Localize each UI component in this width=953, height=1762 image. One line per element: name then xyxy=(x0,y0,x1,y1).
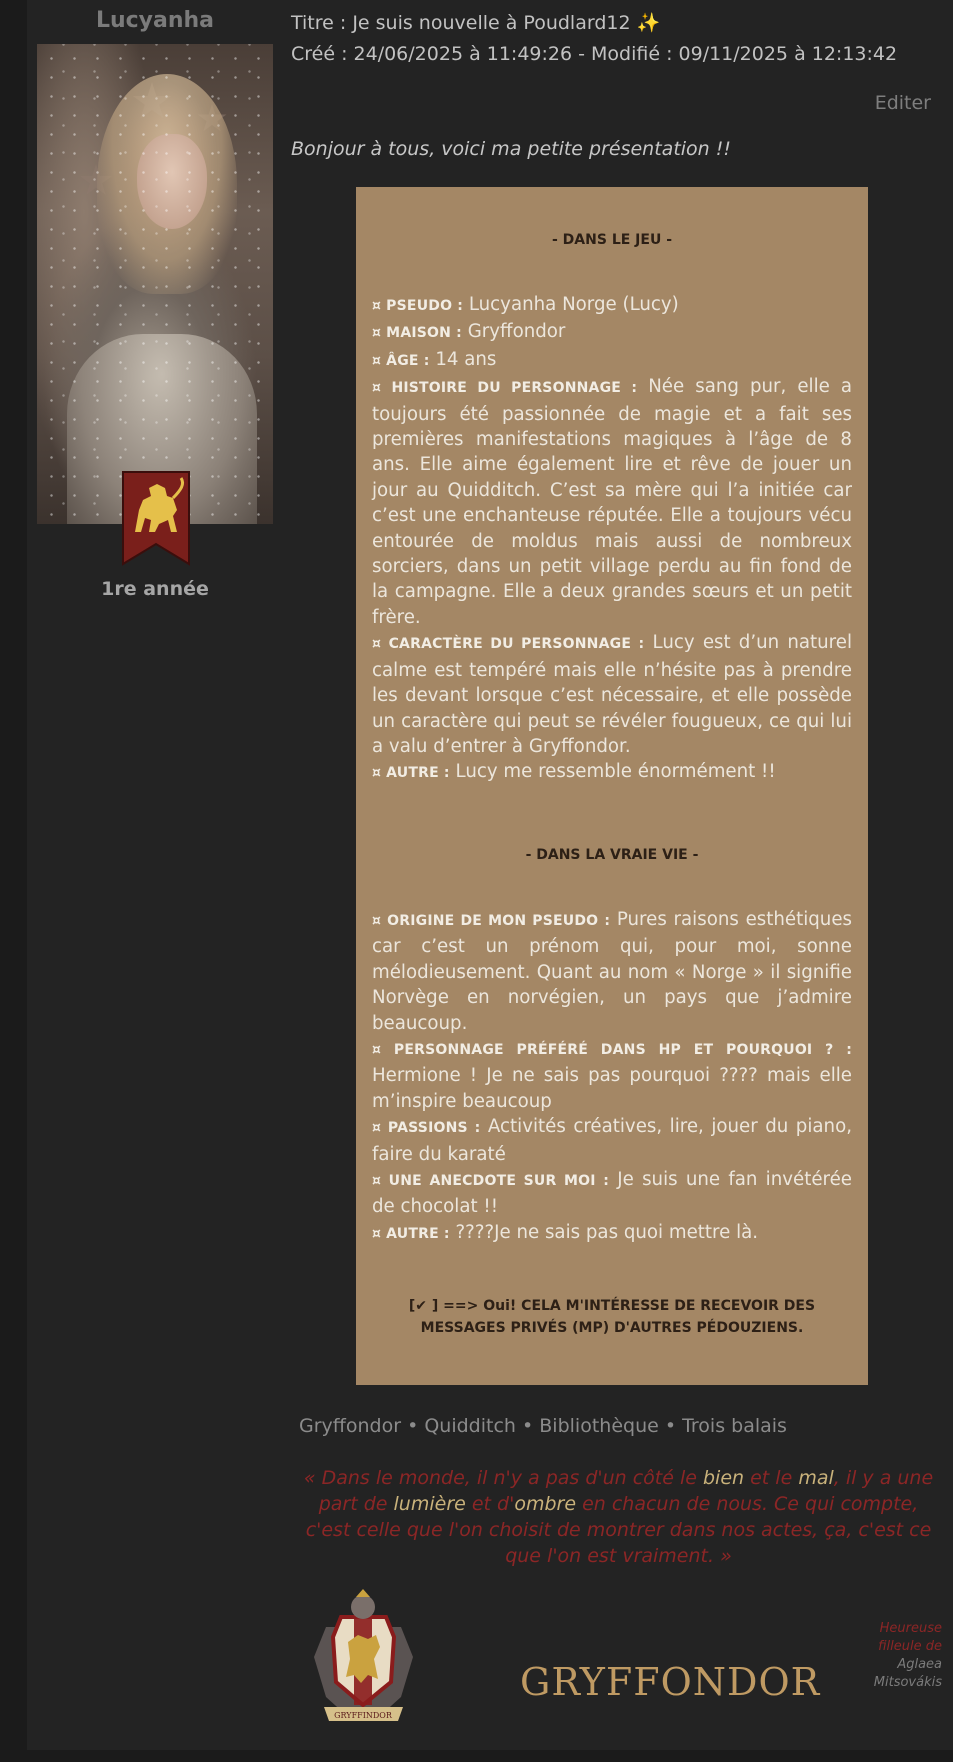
signature-links: Gryffondor • Quidditch • Bibliothèque • Trois balais xyxy=(299,1415,787,1437)
presentation-box xyxy=(356,187,868,1385)
mp-consent: [✔ ] ==> Oui! CELA M'INTÉRESSE DE RECEVOIR DES MESSAGES PRIVÉS (MP) D'AUTRES PÉDOUZIENS. xyxy=(408,1298,816,1336)
post-intro: Bonjour à tous, voici ma petite présentation !! xyxy=(291,138,731,160)
field-anecdote: ¤ UNE ANECDOTE SUR MOI : Je suis une fan invétérée de chocolat !! xyxy=(372,1169,852,1218)
field-age: ¤ ÂGE : 14 ans xyxy=(372,348,497,370)
house-logo-text: GRYFFONDOR xyxy=(520,1660,821,1704)
link-bibliotheque[interactable]: Bibliothèque xyxy=(539,1415,659,1437)
author-avatar xyxy=(37,44,273,524)
life-fields xyxy=(372,907,852,1247)
field-maison: ¤ MAISON : Gryffondor xyxy=(372,321,566,343)
field-pseudo: ¤ PSEUDO : Lucyanha Norge (Lucy) xyxy=(372,294,679,315)
link-trois-balais[interactable]: Trois balais xyxy=(682,1415,787,1437)
section-title-life: - DANS LA VRAIE VIE - xyxy=(525,847,699,863)
author-rank: 1re année xyxy=(101,578,209,600)
field-personnage: ¤ PERSONNAGE PRÉFÉRÉ DANS HP ET POURQUOI ? : Hermione ! Je ne sais pas pourquoi ???? mais elle m’inspire beaucoup xyxy=(372,1042,852,1112)
signature-quote: « Dans le monde, il n'y a pas d'un côté le bien et le mal, il y a une part de lumière et d'ombre en chacun de nous. Ce qui compte, c'est celle que l'on choisit de montrer dans nos actes, ça, c'est ce que l'on est vraiment. » xyxy=(303,1467,934,1567)
field-origine: ¤ ORIGINE DE MON PSEUDO : Pures raisons esthétiques car c’est un prénom qui, pour moi, sonne mélodieusement. Quant au nom « Norge » il signifie Norvège en norvégien, un pays que j’admire beaucoup. xyxy=(372,909,853,1034)
link-gryffondor[interactable]: Gryffondor xyxy=(299,1415,402,1437)
section-title-game: - DANS LE JEU - xyxy=(552,232,672,248)
filleule-note: Heureuse filleule de Aglaea Mitsovákis xyxy=(873,1621,942,1690)
field-autre-vie: ¤ AUTRE : ????Je ne sais pas quoi mettre là. xyxy=(372,1221,759,1243)
gryffindor-crest-icon xyxy=(306,1587,421,1729)
game-fields xyxy=(372,292,852,787)
post-title: Titre : Je suis nouvelle à Poudlard12 ✨ xyxy=(291,12,661,34)
author-name[interactable]: Lucyanha xyxy=(95,8,215,33)
post-dates: Créé : 24/06/2025 à 11:49:26 - Modifié : 09/11/2025 à 12:13:42 xyxy=(291,43,898,65)
field-histoire: ¤ HISTOIRE DU PERSONNAGE : Née sang pur, elle a toujours été passionnée de magie et a fait ses premières manifestations magiques à l’âge de 8 ans. Elle aime également lire et rêve de jouer un jour au Quidditch. C’est sa mère qui l’a initiée car c’est une enchanteuse réputée. Elle a toujours vécu entourée de moldus mais aussi de nombreux sorciers, dans un petit village perdu au fin fond de la campagne. Elle a deux grandes sœurs et un petit frère. xyxy=(372,376,852,628)
field-passions: ¤ PASSIONS : Activités créatives, lire, jouer du piano, faire du karaté xyxy=(372,1116,852,1165)
edit-button[interactable]: Editer xyxy=(874,92,931,114)
field-caractere: ¤ CARACTÈRE DU PERSONNAGE : Lucy est d’un naturel calme est tempéré mais elle n’hésite pas à prendre les devant lorsque c’est nécessaire, et elle possède un caractère qui peut se révéler fougueux, ce qui lui a valu d’entrer à Gryffondor. xyxy=(372,632,853,757)
field-autre-jeu: ¤ AUTRE : Lucy me ressemble énormément !! xyxy=(372,761,776,783)
lion-banner-icon xyxy=(121,470,191,566)
crest-scroll-label: GRYFFINDOR xyxy=(334,1711,392,1720)
link-quidditch[interactable]: Quidditch xyxy=(424,1415,516,1437)
